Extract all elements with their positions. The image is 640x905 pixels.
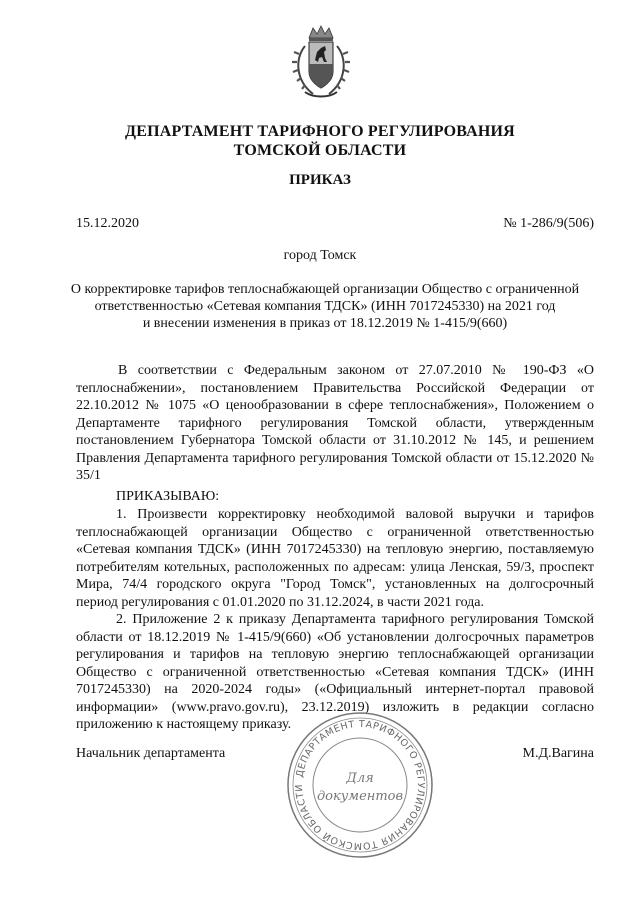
signatory-name: М.Д.Вагина [522, 746, 594, 761]
order-subject [70, 281, 580, 332]
preamble-line: Департаменте тарифного регулирования Томской области, утвержденным [76, 415, 594, 431]
subject-line: ответственностью «Сетевая компания ТДСК» (ИНН 7017245330) на 2021 год [94, 299, 556, 314]
official-stamp [285, 710, 435, 860]
preamble-paragraph [76, 362, 594, 485]
stamp-center-line1: Для [346, 771, 374, 786]
city-name: город Томск [283, 248, 357, 263]
preamble-line: 35/1 [76, 468, 101, 483]
preamble-line: Правления Департамента тарифного регулирования Томской области от 15.12.2020 № [76, 450, 594, 466]
item2-line: области от 18.12.2019 № 1-415/9(660) «Об установлении долгосрочных параметров [76, 629, 594, 645]
item2-line: 2. Приложение 2 к приказу Департамента тарифного регулирования Томской [116, 612, 594, 627]
preamble-line: В соответствии с Федеральным законом от 27.07.2010 № 190-ФЗ «О [118, 363, 594, 378]
subject-line: и внесении изменения в приказ от 18.12.2019 № 1-415/9(660) [142, 316, 508, 331]
stamp-ring-text: ДЕПАРТАМЕНТ ТАРИФНОГО РЕГУЛИРОВАНИЯ ТОМСКОЙ ОБЛАСТИ [293, 718, 427, 852]
item1-line: потребителям котельных, расположенных по адресам: улица Ленская, 59/3, проспект [76, 559, 594, 575]
order-item-1 [76, 506, 594, 611]
department-name-line1: ДЕПАРТАМЕНТ ТАРИФНОГО РЕГУЛИРОВАНИЯ [125, 123, 515, 140]
item1-line: период регулирования с 01.01.2020 по 31.12.2024, в части 2021 года. [76, 594, 485, 610]
department-name-line2: ТОМСКОЙ ОБЛАСТИ [233, 142, 407, 159]
order-date: 15.12.2020 [76, 216, 139, 231]
item1-line: «Сетевая компания ТДСК» (ИНН 7017245330) на тепловую энергию, поставляемую [76, 542, 594, 557]
stamp-center-line2: документов [316, 789, 404, 804]
preamble-line: теплоснабжении», постановлением Правительства Российской Федерации от [76, 380, 594, 396]
item1-line: Мира, 74/4 городского округа "Город Томск", установленных на долгосрочный [76, 577, 594, 592]
orders-heading: ПРИКАЗЫВАЮ: [116, 489, 220, 504]
preamble-line: постановлением Губернатора Томской области от 31.10.2012 № 145, и решением [76, 433, 594, 448]
item2-line: Общество с ограниченной ответственностью «Сетевая компания ТДСК» (ИНН [76, 664, 594, 680]
preamble-line: 22.10.2012 № 1075 «О ценообразовании в сфере теплоснабжения», Положением о [76, 398, 594, 413]
item2-line: приложению к настоящему приказу. [76, 717, 292, 732]
tomsk-region-coat-of-arms-icon [291, 24, 351, 102]
item2-line: 7017245330) на 2020-2024 годы» («Официальный интернет-портал правовой [76, 682, 594, 697]
subject-line: О корректировке тарифов теплоснабжающей организации Общество с ограниченной [70, 282, 580, 297]
document-type-title: ПРИКАЗ [289, 172, 351, 188]
signatory-position: Начальник департамента [76, 746, 226, 761]
order-number: № 1-286/9(506) [503, 216, 594, 231]
item1-line: 1. Произвести корректировку необходимой валовой выручки и тарифов [116, 507, 594, 522]
item2-line: информации» (www.pravo.gov.ru), 23.12.2019) изложить в редакции согласно [76, 699, 594, 715]
item1-line: теплоснабжающей организации Общество с ограниченной ответственностью [76, 524, 594, 540]
item2-line: регулирования и тарифов на тепловую энергию теплоснабжающей организации [76, 647, 594, 662]
